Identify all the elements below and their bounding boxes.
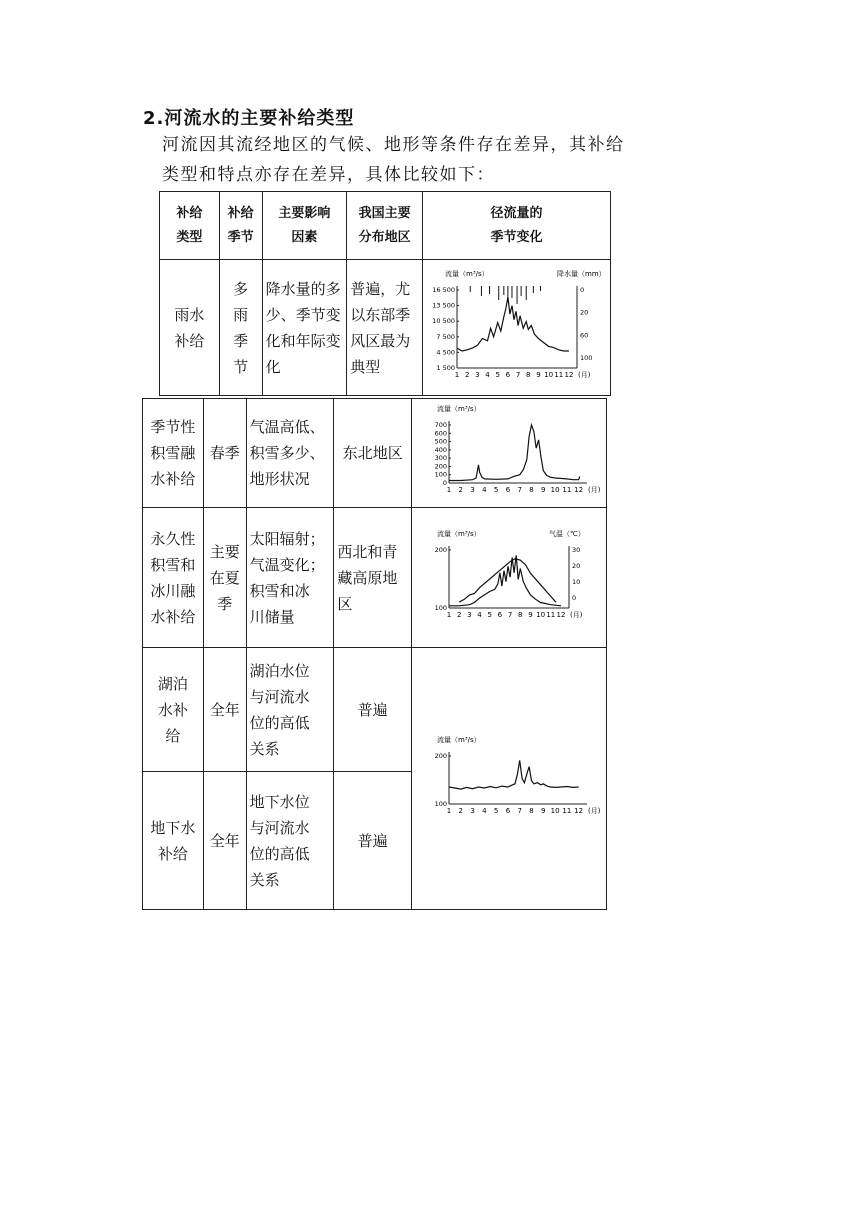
x-tick-label: 6 bbox=[505, 486, 511, 494]
x-tick-label: 11 bbox=[546, 610, 556, 619]
table-header-row bbox=[160, 192, 611, 260]
x-tick-label: 2 bbox=[458, 486, 464, 494]
rain-runoff-chart bbox=[427, 264, 607, 384]
x-tick-label: 1 bbox=[446, 806, 452, 815]
x-tick-label: 8 bbox=[529, 486, 534, 494]
x-tick-label: 9 bbox=[541, 806, 546, 815]
snowmelt-runoff-chart bbox=[419, 399, 599, 499]
cell-season: 春季 bbox=[203, 399, 246, 508]
header-change: 径流量的 季节变化 bbox=[423, 192, 611, 260]
x-tick-label: 12 bbox=[564, 370, 573, 379]
intro-line-2: 类型和特点亦存在差异，具体比较如下： bbox=[162, 165, 495, 185]
y-tick-label: 100 bbox=[434, 799, 448, 808]
x-tick-label: 5 bbox=[494, 370, 500, 379]
x-tick-label: 3 bbox=[467, 610, 472, 619]
cell-region: 普遍，尤 以东部季 风区最为 典型 bbox=[347, 260, 423, 396]
y-axis-label: 流量（m³/s） bbox=[437, 735, 481, 744]
y-tick-label: 200 bbox=[434, 751, 448, 760]
x-tick-label: 9 bbox=[535, 370, 541, 379]
y2-tick-label: 100 bbox=[579, 353, 592, 362]
x-unit-label: (月) bbox=[570, 610, 583, 619]
x-tick-label: 11 bbox=[562, 806, 572, 815]
y-tick-label: 13 500 bbox=[431, 301, 455, 310]
cell-season: 主要 在夏 季 bbox=[203, 508, 246, 648]
y-tick-label: 0 bbox=[442, 479, 448, 487]
x-tick-label: 6 bbox=[505, 370, 510, 379]
y2-tick-label: 20 bbox=[579, 308, 588, 317]
x-tick-label: 7 bbox=[517, 486, 522, 494]
y-tick-label: 200 bbox=[434, 545, 448, 554]
cell-type: 永久性 积雪和 冰川融 水补给 bbox=[143, 508, 204, 648]
y-axis-label: 流量（m³/s） bbox=[444, 269, 489, 278]
cell-season: 全年 bbox=[203, 648, 246, 772]
x-tick-label: 1 bbox=[446, 610, 452, 619]
header-type: 补给 类型 bbox=[160, 192, 220, 260]
cell-factors: 太阳辐射； 气温变化； 积雪和冰 川储量 bbox=[246, 508, 334, 648]
x-tick-label: 2 bbox=[456, 610, 462, 619]
series-line bbox=[449, 425, 580, 481]
x-tick-label: 8 bbox=[525, 370, 530, 379]
cell-chart bbox=[412, 648, 607, 910]
y-tick-label: 10 500 bbox=[431, 316, 455, 325]
y2-axis-label: 气温（℃） bbox=[549, 529, 585, 538]
x-tick-label: 6 bbox=[497, 610, 503, 619]
x-tick-label: 5 bbox=[493, 806, 499, 815]
x-tick-label: 1 bbox=[446, 486, 452, 494]
x-tick-label: 9 bbox=[528, 610, 533, 619]
x-tick-label: 11 bbox=[553, 370, 563, 379]
y-tick-label: 700 bbox=[434, 421, 448, 429]
y-tick-label: 400 bbox=[434, 445, 448, 454]
x-tick-label: 2 bbox=[458, 806, 464, 815]
x-unit-label: (月) bbox=[577, 370, 590, 379]
x-tick-label: 11 bbox=[562, 486, 572, 494]
series-line bbox=[459, 558, 556, 602]
cell-type: 地下水 补给 bbox=[143, 772, 204, 910]
y2-tick-label: 30 bbox=[572, 545, 581, 554]
x-tick-label: 10 bbox=[550, 806, 560, 815]
x-tick-label: 3 bbox=[470, 486, 475, 494]
x-unit-label: (月) bbox=[588, 486, 601, 494]
x-tick-label: 3 bbox=[470, 806, 475, 815]
y2-tick-label: 20 bbox=[572, 561, 581, 570]
x-tick-label: 4 bbox=[482, 486, 487, 494]
x-tick-label: 4 bbox=[482, 806, 487, 815]
x-tick-label: 1 bbox=[454, 370, 459, 379]
x-tick-label: 2 bbox=[464, 370, 469, 379]
cell-chart bbox=[412, 399, 607, 508]
y2-tick-label: 0 bbox=[579, 285, 584, 294]
supply-table-part-1 bbox=[159, 191, 611, 396]
header-region: 我国主要 分布地区 bbox=[347, 192, 423, 260]
intro-line-1: 河流因其流经地区的气候、地形等条件存在差异，其补给 bbox=[162, 135, 625, 155]
x-tick-label: 5 bbox=[487, 610, 492, 619]
y-tick-label: 300 bbox=[434, 454, 448, 463]
y-tick-label: 500 bbox=[434, 437, 448, 446]
cell-chart bbox=[412, 508, 607, 648]
x-tick-label: 7 bbox=[507, 610, 513, 619]
cell-type: 湖泊 水补 给 bbox=[143, 648, 204, 772]
cell-season: 多 雨 季 节 bbox=[219, 260, 262, 396]
cell-region: 普遍 bbox=[334, 648, 412, 772]
table-row-snow bbox=[143, 399, 607, 508]
y2-tick-label: 60 bbox=[579, 330, 588, 339]
y-tick-label: 4 500 bbox=[435, 347, 455, 356]
table-row-rain bbox=[160, 260, 611, 396]
x-tick-label: 7 bbox=[515, 370, 520, 379]
y-tick-label: 200 bbox=[434, 462, 448, 471]
section-heading: 2.河流水的主要补给类型 bbox=[143, 108, 355, 129]
x-tick-label: 4 bbox=[477, 610, 482, 619]
cell-type: 雨水 补给 bbox=[160, 260, 220, 396]
y-tick-label: 1 500 bbox=[435, 363, 455, 372]
series-line bbox=[449, 760, 579, 789]
x-tick-label: 3 bbox=[474, 370, 480, 379]
y-axis-label: 流量（m³/s） bbox=[437, 529, 481, 538]
cell-factors: 降水量的多 少、季节变 化和年际变 化 bbox=[262, 260, 347, 396]
table-row-glacier bbox=[143, 508, 607, 648]
glacier-runoff-chart bbox=[419, 524, 599, 624]
series-line bbox=[457, 297, 569, 351]
y-axis-label: 流量（m³/s） bbox=[437, 405, 481, 413]
y2-tick-label: 0 bbox=[572, 593, 577, 602]
y-tick-label: 7 500 bbox=[435, 332, 455, 341]
y-tick-label: 16 500 bbox=[431, 285, 455, 294]
supply-table-part-2 bbox=[142, 398, 607, 648]
table-row-lake bbox=[143, 648, 607, 772]
x-unit-label: (月) bbox=[588, 806, 601, 815]
supply-table-part-3 bbox=[142, 647, 607, 910]
cell-season: 全年 bbox=[203, 772, 246, 910]
y-tick-label: 100 bbox=[434, 470, 448, 479]
y2-tick-label: 10 bbox=[572, 577, 581, 586]
cell-region: 东北地区 bbox=[334, 399, 412, 508]
x-tick-label: 4 bbox=[484, 370, 490, 379]
x-tick-label: 12 bbox=[574, 806, 584, 815]
y-tick-label: 600 bbox=[434, 429, 448, 438]
cell-chart bbox=[423, 260, 611, 396]
cell-factors: 气温高低、 积雪多少、 地形状况 bbox=[246, 399, 334, 508]
intro-paragraph bbox=[162, 130, 632, 190]
x-tick-label: 7 bbox=[517, 806, 522, 815]
y-tick-label: 100 bbox=[434, 603, 448, 612]
cell-region: 普遍 bbox=[334, 772, 412, 910]
x-tick-label: 10 bbox=[543, 370, 553, 379]
cell-factors: 湖泊水位 与河流水 位的高低 关系 bbox=[246, 648, 334, 772]
header-factors: 主要影响 因素 bbox=[262, 192, 347, 260]
x-tick-label: 12 bbox=[556, 610, 566, 619]
y2-axis-label: 降水量（mm） bbox=[556, 269, 606, 278]
x-tick-label: 10 bbox=[550, 486, 560, 494]
lake-groundwater-runoff-chart bbox=[419, 730, 599, 820]
x-tick-label: 5 bbox=[493, 486, 499, 494]
header-season: 补给 季节 bbox=[219, 192, 262, 260]
x-tick-label: 12 bbox=[574, 486, 584, 494]
x-tick-label: 8 bbox=[518, 610, 523, 619]
x-tick-label: 10 bbox=[536, 610, 546, 619]
cell-factors: 地下水位 与河流水 位的高低 关系 bbox=[246, 772, 334, 910]
x-tick-label: 6 bbox=[505, 806, 511, 815]
cell-region: 西北和青 藏高原地 区 bbox=[334, 508, 412, 648]
cell-type: 季节性 积雪融 水补给 bbox=[143, 399, 204, 508]
x-tick-label: 9 bbox=[541, 486, 546, 494]
x-tick-label: 8 bbox=[529, 806, 534, 815]
